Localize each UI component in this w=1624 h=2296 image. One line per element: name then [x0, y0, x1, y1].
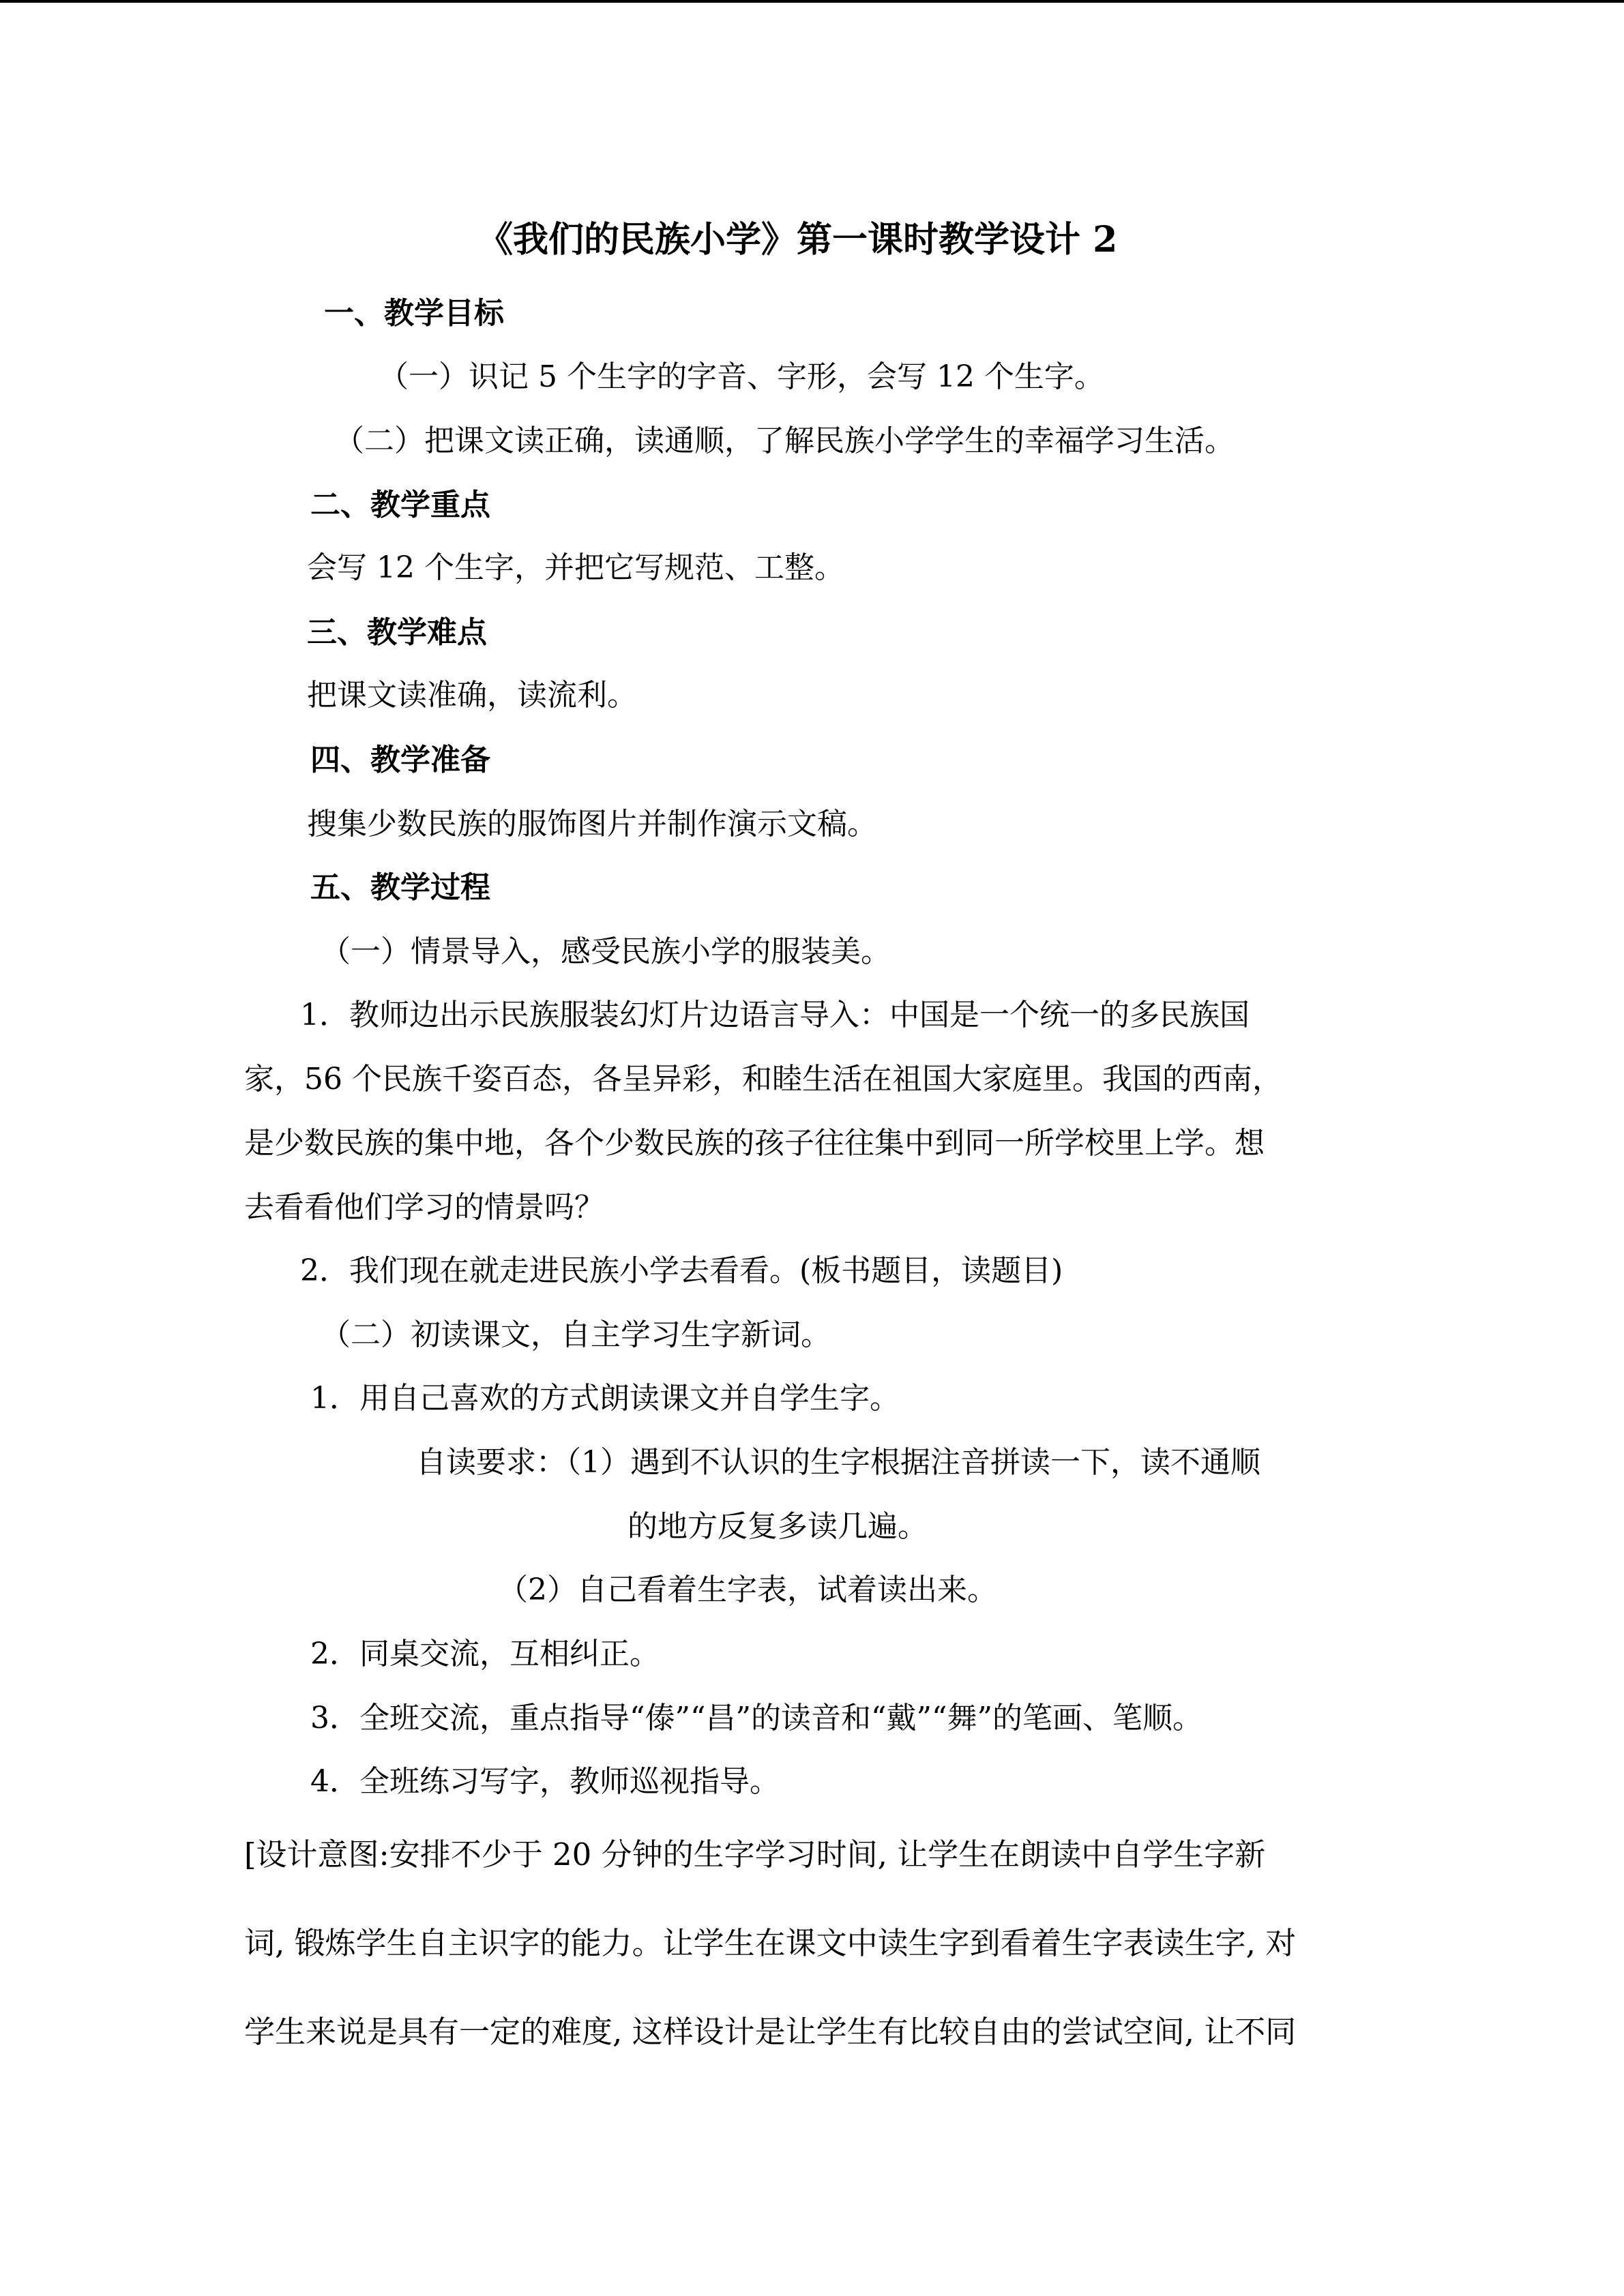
process-item-2: 2．我们现在就走进民族小学去看看。(板书题目，读题目)	[300, 1253, 1063, 1288]
paragraph-line: 去看看他们学习的情景吗？	[244, 1190, 604, 1225]
heading-key-points: 二、教学重点	[310, 488, 490, 522]
page-title: 《我们的民族小学》第一课时教学设计 2	[477, 219, 1118, 260]
goal-2: （二）把课文读正确，读通顺，了解民族小学学生的幸福学习生活。	[334, 423, 1235, 458]
preparation-text: 搜集少数民族的服饰图片并制作演示文稿。	[307, 807, 877, 841]
reading-requirement-line: 的地方反复多读几遍。	[628, 1509, 928, 1544]
process-step-1-title: （一）情景导入，感受民族小学的服装美。	[321, 934, 891, 969]
step-2-item-2: 2．同桌交流，互相纠正。	[310, 1637, 660, 1671]
paragraph-line: 家，56 个民族千姿百态，各呈异彩，和睦生活在祖国大家庭里。我国的西南，	[244, 1062, 1282, 1097]
paragraph-line: 是少数民族的集中地，各个少数民族的孩子往往集中到同一所学校里上学。想	[244, 1126, 1265, 1161]
design-note-line: 学生来说是具有一定的难度, 这样设计是让学生有比较自由的尝试空间, 让不同	[244, 2014, 1297, 2050]
heading-preparation: 四、教学准备	[310, 743, 490, 777]
page-top-border	[0, 0, 1624, 3]
step-2-item-3: 3．全班交流，重点指导“傣”“昌”的读音和“戴”“舞”的笔画、笔顺。	[310, 1701, 1202, 1735]
heading-teaching-goals: 一、教学目标	[324, 296, 504, 331]
heading-difficulties: 三、教学难点	[307, 615, 487, 650]
step-2-item-4: 4．全班练习写字，教师巡视指导。	[310, 1764, 780, 1799]
key-points-text: 会写 12 个生字，并把它写规范、工整。	[307, 550, 844, 585]
goal-1: （一）识记 5 个生字的字音、字形，会写 12 个生字。	[379, 359, 1104, 394]
heading-process: 五、教学过程	[310, 870, 490, 905]
design-note-line: [设计意图:安排不少于 20 分钟的生字学习时间, 让学生在朗读中自学生字新	[244, 1836, 1266, 1873]
reading-requirement-line: 自读要求：（1）遇到不认识的生字根据注音拼读一下，读不通顺	[416, 1445, 1260, 1480]
difficulties-text: 把课文读准确，读流利。	[307, 678, 637, 713]
design-note-line: 词, 锻炼学生自主识字的能力。让学生在课文中读生字到看着生字表读生字, 对	[244, 1925, 1297, 1961]
reading-requirement-line: （2）自己看着生字表，试着读出来。	[498, 1572, 997, 1607]
process-step-2-title: （二）初读课文，自主学习生字新词。	[321, 1317, 831, 1352]
step-2-item-1: 1．用自己喜欢的方式朗读课文并自学生字。	[310, 1381, 900, 1416]
paragraph-line: 1．教师边出示民族服装幻灯片边语言导入：中国是一个统一的多民族国	[300, 998, 1250, 1032]
